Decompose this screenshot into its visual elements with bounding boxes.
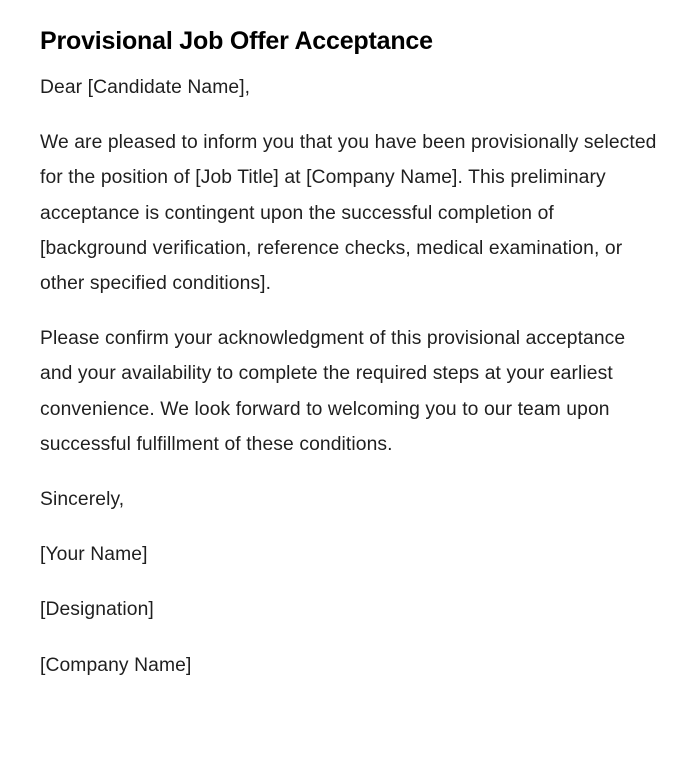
closing: Sincerely,: [40, 489, 125, 511]
body-paragraph-2: Please confirm your acknowledgment of this provisional acceptance and your availability to complete the required steps at your earliest convenience. We look forward to welcoming you to our team upon successful fulfillment of these conditions.: [40, 328, 626, 455]
document-title: Provisional Job Offer Acceptance: [40, 27, 433, 55]
signature-name: [Your Name]: [40, 544, 148, 566]
signature-designation: [Designation]: [40, 599, 154, 621]
signature-company: [Company Name]: [40, 654, 192, 676]
salutation: Dear [Candidate Name],: [40, 77, 251, 98]
body-paragraph-1: We are pleased to inform you that you have been provisionally selected for the position of [Job Title] at [Company Name]. This preliminary acceptance is contingent upon the successful completion of [background verification, reference checks, medical examination, or other specified conditions].: [40, 132, 657, 295]
